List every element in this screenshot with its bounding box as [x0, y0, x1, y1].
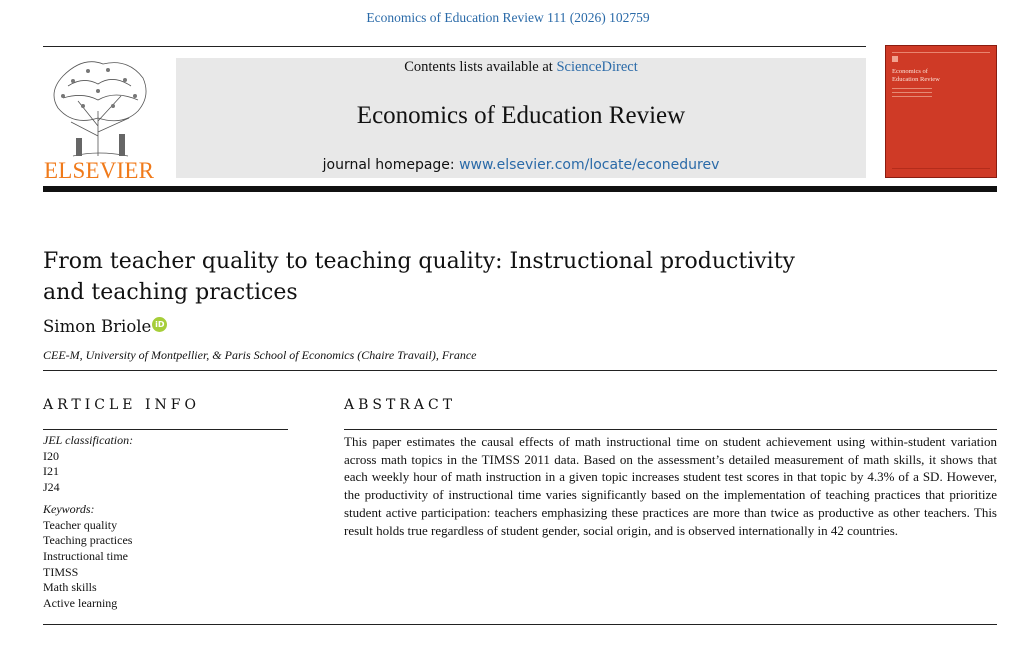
journal-cover-thumbnail[interactable] [885, 45, 997, 178]
cover-text-lines [892, 88, 932, 100]
elsevier-wordmark[interactable]: ELSEVIER [44, 158, 155, 183]
keyword: Teacher quality [43, 517, 118, 532]
keyword: Math skills [43, 580, 97, 595]
abstract-text: This paper estimates the causal effects of math instructional time on student achievement using within-student variation across math topics in the TIMSS 2011 data. Based on the assessment’s detailed measurement of math skills, it shows that each weekly hour of math instruction in a given topic increases student test scores in that topic by 4.3% of a SD. However, the productivity of instructional time varies significantly based on the implementation of teaching practices that prioritize student active participation: teachers emphasizing these practices are more than twice as productive as other teachers. This result holds true regardless of student gender, social origin, and is observed internationally in 42 countries. [344, 434, 997, 538]
jel-code: J24 [43, 480, 60, 495]
sciencedirect-link[interactable]: ScienceDirect [556, 59, 638, 75]
keywords-label: Keywords: [43, 501, 95, 516]
journal-homepage-link[interactable]: www.elsevier.com/locate/econedurev [459, 157, 720, 173]
jel-code: I21 [43, 464, 59, 479]
abstract-heading: ABSTRACT [344, 397, 457, 413]
homepage-prefix: journal homepage: [322, 157, 460, 173]
jel-label: JEL classification: [43, 433, 134, 447]
author-affiliation: CEE-M, University of Montpellier, & Paris School of Economics (Chaire Travail), France [43, 348, 477, 362]
journal-name: Economics of Education Review [356, 102, 686, 129]
contents-prefix: Contents lists available at [404, 59, 557, 75]
keyword: Teaching practices [43, 533, 133, 548]
header-top-rule [43, 46, 866, 47]
keyword: Active learning [43, 596, 118, 611]
article-title: From teacher quality to teaching quality: Instructional productivity and teaching practices [43, 249, 795, 305]
article-info-body [43, 433, 288, 612]
homepage-line [176, 157, 866, 173]
abstract-rule [344, 429, 997, 430]
article-info-heading: ARTICLE INFO [43, 397, 200, 413]
bottom-rule [43, 624, 997, 625]
author-name[interactable]: Simon Briole [43, 317, 152, 336]
jel-code: I20 [43, 448, 59, 463]
keyword: Instructional time [43, 548, 128, 563]
cover-top-line [892, 52, 990, 53]
cover-title: Economics of Education Review [892, 68, 940, 83]
orcid-icon[interactable]: iD [152, 317, 167, 332]
section-divider [43, 370, 997, 371]
author-line [43, 317, 167, 336]
header-thick-rule [43, 186, 997, 192]
journal-banner [176, 58, 866, 178]
keyword: TIMSS [43, 564, 79, 579]
article-info-rule [43, 429, 288, 430]
journal-citation[interactable]: Economics of Education Review 111 (2026) 102759 [366, 10, 650, 25]
cover-bottom-line [892, 168, 990, 169]
cover-logo-mark [892, 56, 898, 62]
contents-line [176, 59, 866, 76]
